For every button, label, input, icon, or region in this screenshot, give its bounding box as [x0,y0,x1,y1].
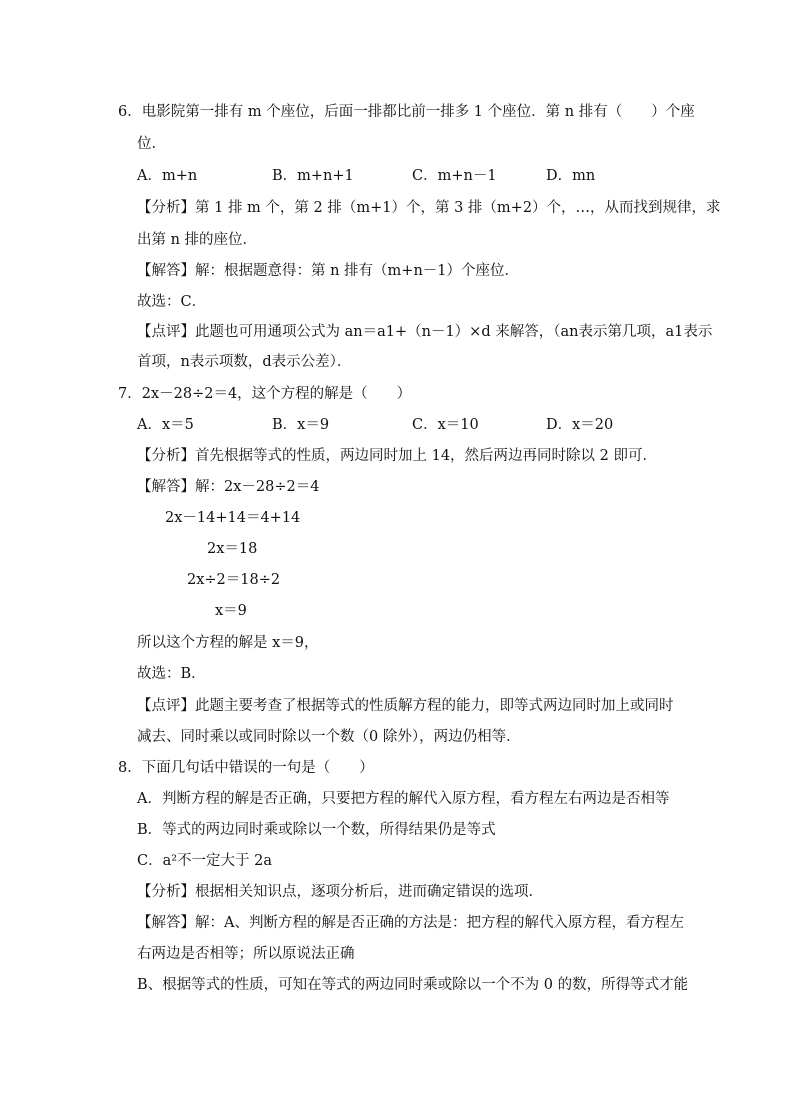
q7-analysis: 【分析】首先根据等式的性质，两边同时加上 14，然后两边再同时除以 2 即可． [137,448,658,464]
q6-comment-line2: 首项，n表示项数，d表示公差）． [137,354,352,370]
q8-stem: 8．下面几句话中错误的一句是（ ） [118,760,374,776]
q7-option-d: D．x＝20 [546,417,614,433]
q8-analysis: 【分析】根据相关知识点，逐项分析后，进而确定错误的选项． [137,884,543,900]
q8-option-c: C．a²不一定大于 2a [137,853,273,869]
q6-comment-line1: 【点评】此题也可用通项公式为 an＝a1+（n－1）×d 来解答，（an表示第几项，a1表示 [137,324,713,340]
q7-step-1: 2x－14+14＝4+14 [165,510,301,526]
q6-stem-line1: 6．电影院第一排有 m 个座位，后面一排都比前一排多 1 个座位．第 n 排有（ ）个座 [118,104,695,120]
q7-step-3: 2x÷2＝18÷2 [187,572,281,588]
q8-answer-line2: 右两边是否相等；所以原说法正确 [137,946,355,962]
q6-option-b: B．m+n+1 [272,168,354,184]
q6-choice: 故选：C． [137,294,207,310]
q8-option-a: A．判断方程的解是否正确，只要把方程的解代入原方程，看方程左右两边是否相等 [137,791,670,807]
q7-comment-line1: 【点评】此题主要考查了根据等式的性质解方程的能力，即等式两边同时加上或同时 [137,698,674,714]
q8-answer-line1: 【解答】解：A、判断方程的解是否正确的方法是：把方程的解代入原方程，看方程左 [137,915,684,931]
q7-stem: 7．2x－28÷2＝4，这个方程的解是（ ） [118,386,412,402]
q8-answer-line3: B、根据等式的性质，可知在等式的两边同时乘或除以一个不为 0 的数，所得等式才能 [137,977,689,993]
q6-stem-line2: 位． [137,136,166,152]
q6-option-a: A．m+n [137,168,198,184]
q7-comment-line2: 减去、同时乘以或同时除以一个数（0 除外），两边仍相等． [137,729,521,745]
q7-step-2: 2x＝18 [207,541,258,557]
q6-option-c: C．m+n－1 [412,168,497,184]
q6-answer: 【解答】解：根据题意得：第 n 排有（m+n－1）个座位． [137,263,520,279]
q7-choice: 故选：B． [137,666,206,682]
q8-option-b: B．等式的两边同时乘或除以一个数，所得结果仍是等式 [137,822,496,838]
q7-option-b: B．x＝9 [272,417,330,433]
q7-option-a: A．x＝5 [137,417,194,433]
q7-conclusion: 所以这个方程的解是 x＝9， [137,635,319,651]
q7-step-4: x＝9 [215,603,247,619]
q6-analysis-line2: 出第 n 排的座位． [137,232,258,248]
q7-answer-head: 【解答】解：2x－28÷2＝4 [137,479,320,495]
q6-analysis-line1: 【分析】第 1 排 m 个，第 2 排（m+1）个，第 3 排（m+2）个，…，从而找到规律，求 [137,200,721,216]
q6-option-d: D．mn [546,168,596,184]
q7-option-c: C．x＝10 [412,417,479,433]
